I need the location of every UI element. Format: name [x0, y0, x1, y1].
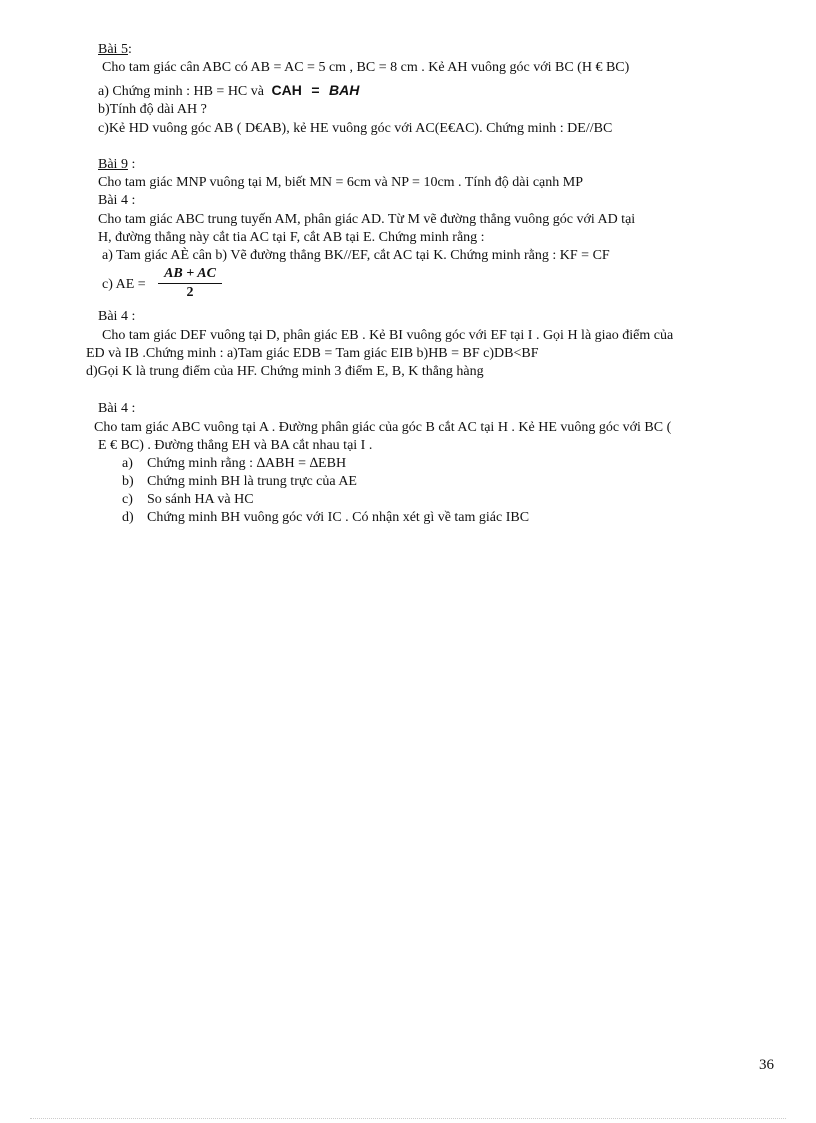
- bai4b-line3: d)Gọi K là trung điểm của HF. Chứng minh 3 điểm E, B, K thẳng hàng: [86, 364, 484, 379]
- bai4c-line2: E € BC) . Đường thẳng EH và BA cắt nhau tại I .: [98, 438, 373, 453]
- bai9-statement: Cho tam giác MNP vuông tại M, biết MN = 6cm và NP = 10cm . Tính độ dài cạnh MP: [98, 175, 584, 190]
- bai4c-line1: Cho tam giác ABC vuông tại A . Đường phân giác của góc B cắt AC tại H . Kẻ HE vuông góc với BC (: [94, 420, 672, 435]
- bai5-part-a-text: a) Chứng minh : HB = HC và: [98, 84, 264, 99]
- bai4c-item-text: Chứng minh rằng : ∆ABH = ∆EBH: [147, 456, 347, 471]
- bai4c-item-marker: c): [122, 492, 133, 507]
- bai5-angle-eq: =: [311, 82, 320, 98]
- bai5-heading: [98, 41, 132, 59]
- bai5-part-a: [98, 81, 359, 101]
- bai4c-item-text: So sánh HA và HC: [147, 492, 254, 507]
- bai4a-c-prefix: c) AE =: [102, 277, 146, 292]
- bai4a-title: Bài 4 :: [98, 193, 136, 208]
- bai4a-fraction: [158, 266, 222, 302]
- bai5-angle-cah: CAH: [271, 82, 302, 98]
- bai4b-line1: Cho tam giác DEF vuông tại D, phân giác EB . Kẻ BI vuông góc với EF tại I . Gọi H là giao điểm của: [102, 328, 674, 343]
- bai9-colon: :: [127, 157, 136, 172]
- page-bottom-divider: [30, 1118, 786, 1119]
- bai4c-item-marker: d): [122, 510, 134, 525]
- bai4a-line2: H, đường thẳng này cắt tia AC tại F, cắt AB tại E. Chứng minh rằng :: [98, 230, 485, 245]
- bai4a-line1: Cho tam giác ABC trung tuyến AM, phân giác AD. Từ M vẽ đường thẳng vuông góc với AD tại: [98, 212, 636, 227]
- bai4b-title: Bài 4 :: [98, 309, 136, 324]
- bai5-statement: Cho tam giác cân ABC có AB = AC = 5 cm , BC = 8 cm . Kẻ AH vuông góc với BC (H € BC): [102, 60, 630, 75]
- bai4b-line2: ED và IB .Chứng minh : a)Tam giác EDB = Tam giác EIB b)HB = BF c)DB<BF: [86, 346, 539, 361]
- page-number: 36: [759, 1057, 774, 1073]
- bai4a-fraction-numerator: AB + AC: [158, 266, 222, 284]
- bai4a-fraction-denominator: 2: [186, 285, 194, 300]
- bai4a-line3: a) Tam giác AÈ cân b) Vẽ đường thẳng BK//EF, cắt AC tại K. Chứng minh rằng : KF = CF: [102, 248, 610, 263]
- bai9-title: Bài 9: [98, 157, 128, 172]
- bai4c-item-marker: b): [122, 474, 134, 489]
- bai4c-item-marker: a): [122, 456, 133, 471]
- bai5-part-b: b)Tính độ dài AH ?: [98, 102, 207, 117]
- bai4c-title: Bài 4 :: [98, 401, 136, 416]
- bai5-angle-bah: BAH: [329, 82, 360, 98]
- bai4c-item-text: Chứng minh BH vuông góc với IC . Có nhận xét gì về tam giác IBC: [147, 510, 530, 525]
- bai5-title: Bài 5: [98, 42, 128, 57]
- bai4c-item-text: Chứng minh BH là trung trực của AE: [147, 474, 357, 489]
- bai9-heading: [98, 156, 135, 174]
- bai5-colon: :: [127, 42, 132, 57]
- bai5-part-c: c)Kẻ HD vuông góc AB ( D€AB), kẻ HE vuông góc với AC(E€AC). Chứng minh : DE//BC: [98, 121, 613, 136]
